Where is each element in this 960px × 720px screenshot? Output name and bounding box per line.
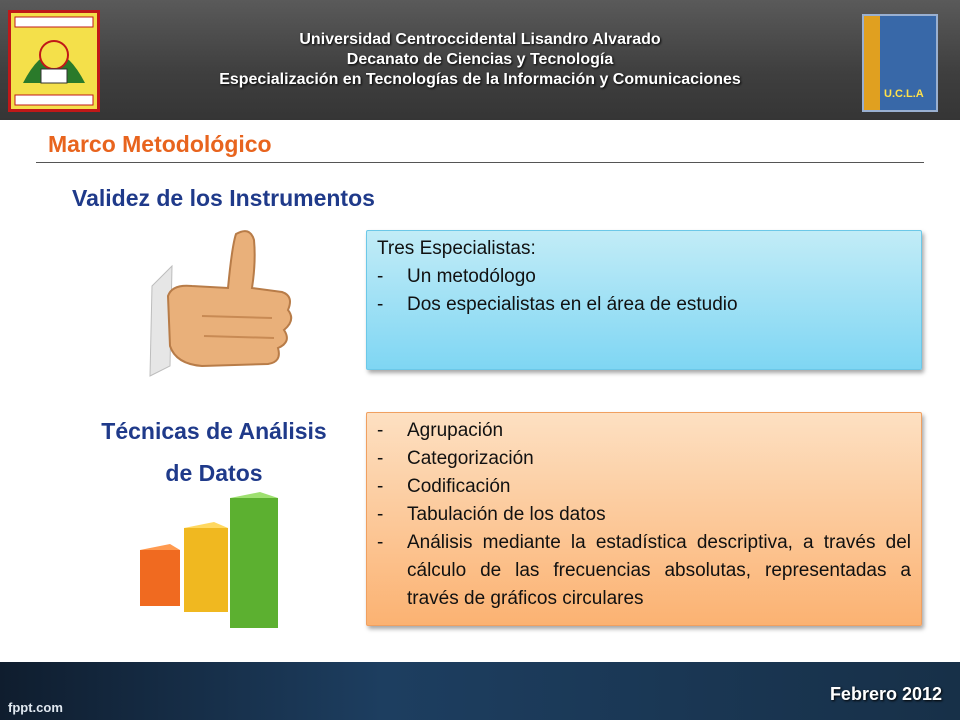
- list-item-text: Categorización: [407, 448, 534, 469]
- list-item-text: Tabulación de los datos: [407, 504, 606, 525]
- header-bar: [0, 0, 960, 120]
- validez-intro: Tres Especialistas:: [377, 238, 536, 259]
- tecnicas-box: [366, 412, 922, 626]
- tecnicas-title-line1: Técnicas de Análisis: [101, 418, 327, 444]
- section-title: Marco Metodológico: [48, 131, 272, 157]
- list-dash: -: [377, 266, 384, 287]
- list-item: [377, 473, 911, 501]
- footer-bar: [0, 662, 960, 720]
- list-item: [377, 417, 911, 445]
- header-line-university: Universidad Centroccidental Lisandro Alvarado: [299, 31, 661, 48]
- validez-title: Validez de los Instrumentos: [72, 185, 375, 211]
- list-item-text: Dos especialistas en el área de estudio: [407, 294, 738, 315]
- bar-chart-icon: [136, 486, 286, 641]
- list-item-text: Un metodólogo: [407, 266, 536, 287]
- university-logo: [8, 10, 100, 112]
- list-dash: -: [377, 532, 384, 553]
- list-item-text: Codificación: [407, 476, 511, 497]
- header-line-especializacion: Especialización en Tecnologías de la Información y Comunicaciones: [219, 71, 741, 88]
- list-item: [377, 501, 911, 529]
- tecnicas-title-line2: de Datos: [165, 460, 263, 486]
- ucla-coordinacion-logo: [862, 14, 938, 112]
- section-divider: [36, 162, 924, 163]
- list-dash: -: [377, 448, 384, 469]
- list-item: [377, 291, 911, 319]
- list-item: [377, 263, 911, 291]
- logo-ucla-text: U.C.L.A: [884, 88, 924, 100]
- list-dash: -: [377, 476, 384, 497]
- list-dash: -: [377, 294, 384, 315]
- header-text: [120, 30, 840, 90]
- thumbs-up-illustration: [132, 226, 302, 401]
- list-item-text: Análisis mediante la estadística descriptiva, a través del cálculo de las frecuencias absolutas, representadas a través de gráficos circulares: [407, 532, 911, 609]
- list-item: [377, 529, 911, 613]
- validez-box: [366, 230, 922, 370]
- logo-strip: [864, 16, 880, 110]
- tecnicas-title: [64, 410, 364, 494]
- footer-brand: fppt.com: [8, 700, 63, 715]
- list-item-text: Agrupación: [407, 420, 504, 441]
- footer-date: Febrero 2012: [829, 684, 942, 704]
- list-dash: -: [377, 504, 384, 525]
- header-line-decanato: Decanato de Ciencias y Tecnología: [346, 51, 614, 68]
- list-dash: -: [377, 420, 384, 441]
- list-item: [377, 445, 911, 473]
